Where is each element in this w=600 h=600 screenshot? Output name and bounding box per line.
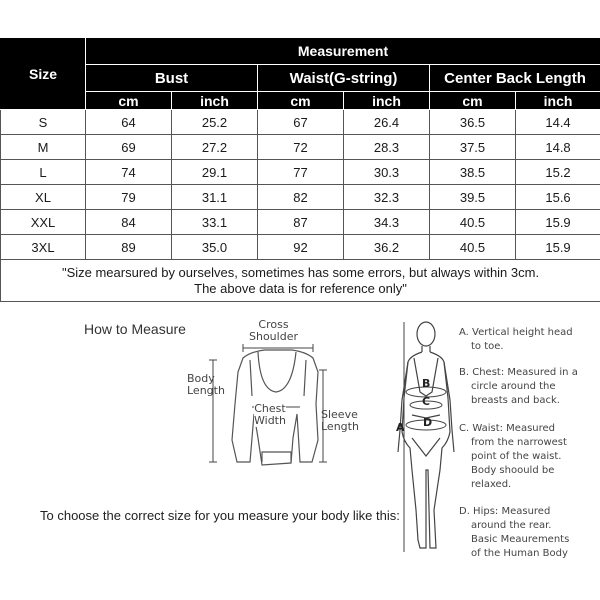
table-cell: 79 xyxy=(86,185,172,210)
unit-header: cm xyxy=(86,92,172,110)
note-line: to toe. xyxy=(471,341,504,352)
table-cell: 15.9 xyxy=(516,235,600,260)
table-cell: 15.2 xyxy=(516,160,600,185)
unit-header: inch xyxy=(172,92,258,110)
table-cell: 30.3 xyxy=(344,160,430,185)
table-cell: 34.3 xyxy=(344,210,430,235)
table-cell: 36.2 xyxy=(344,235,430,260)
note-line: B. Chest: Measured in a xyxy=(459,367,578,378)
table-cell: 29.1 xyxy=(172,160,258,185)
measure-instruction: To choose the correct size for you measure your body like this: xyxy=(40,508,400,523)
table-cell: 28.3 xyxy=(344,135,430,160)
marker-d: D xyxy=(423,416,433,429)
marker-b: B xyxy=(422,377,431,390)
bust-header: Bust xyxy=(86,65,258,92)
note-line: A. Vertical height head xyxy=(459,327,573,338)
table-cell: 40.5 xyxy=(430,210,516,235)
table-cell: 36.5 xyxy=(430,110,516,135)
table-cell: 35.0 xyxy=(172,235,258,260)
table-cell: 33.1 xyxy=(172,210,258,235)
label-line: Length xyxy=(187,384,225,397)
table-cell: 15.6 xyxy=(516,185,600,210)
note-line: The above data is for reference only" xyxy=(194,280,407,296)
note-line: relaxed. xyxy=(471,479,512,490)
size-cell: XL xyxy=(1,185,86,210)
marker-a: A xyxy=(396,421,405,434)
table-cell: 15.9 xyxy=(516,210,600,235)
label-line: Body xyxy=(187,372,215,385)
note-line: Body shoould be xyxy=(471,465,555,476)
measurement-header: Measurement xyxy=(86,38,600,65)
size-cell: 3XL xyxy=(1,235,86,260)
note-b xyxy=(459,366,578,408)
size-cell: XXL xyxy=(1,210,86,235)
size-column-header: Size xyxy=(1,38,86,110)
table-cell: 27.2 xyxy=(172,135,258,160)
table-cell: 39.5 xyxy=(430,185,516,210)
table-cell: 38.5 xyxy=(430,160,516,185)
table-cell: 32.3 xyxy=(344,185,430,210)
table-cell: 72 xyxy=(258,135,344,160)
note-line: point of the waist. xyxy=(471,451,562,462)
note-line: breasts and back. xyxy=(471,395,560,406)
marker-c: C xyxy=(422,395,431,408)
table-cell: 74 xyxy=(86,160,172,185)
table-cell: 25.2 xyxy=(172,110,258,135)
label-line: Sleeve xyxy=(321,408,358,421)
note-d xyxy=(459,505,569,561)
table-cell: 84 xyxy=(86,210,172,235)
unit-header: inch xyxy=(344,92,430,110)
unit-header: cm xyxy=(258,92,344,110)
label-line: Width xyxy=(254,414,286,427)
table-cell: 14.4 xyxy=(516,110,600,135)
size-cell: S xyxy=(1,110,86,135)
size-cell: M xyxy=(1,135,86,160)
label-line: Chest xyxy=(254,402,286,415)
table-cell: 89 xyxy=(86,235,172,260)
note-a xyxy=(459,326,573,354)
note-c xyxy=(459,422,567,492)
unit-header: cm xyxy=(430,92,516,110)
table-cell: 64 xyxy=(86,110,172,135)
table-cell: 92 xyxy=(258,235,344,260)
waist-header: Waist(G-string) xyxy=(258,65,430,92)
note-line: circle around the xyxy=(471,381,556,392)
size-cell: L xyxy=(1,160,86,185)
table-cell: 67 xyxy=(258,110,344,135)
note-line: D. Hips: Measured xyxy=(459,506,551,517)
table-cell: 87 xyxy=(258,210,344,235)
label-line: Shoulder xyxy=(249,330,298,343)
note-line: from the narrowest xyxy=(471,437,567,448)
center-back-length-header: Center Back Length xyxy=(430,65,600,92)
note-line: of the Human Body xyxy=(471,548,568,559)
table-cell: 37.5 xyxy=(430,135,516,160)
table-cell: 31.1 xyxy=(172,185,258,210)
note-line: "Size mearsured by ourselves, sometimes has some errors, but always within 3cm. xyxy=(61,264,540,280)
label-line: Cross xyxy=(258,318,289,331)
table-cell: 69 xyxy=(86,135,172,160)
table-cell: 82 xyxy=(258,185,344,210)
note-line: Basic Meaurements xyxy=(471,534,570,545)
note-line: around the rear. xyxy=(471,520,552,531)
table-cell: 40.5 xyxy=(430,235,516,260)
label-line: Length xyxy=(321,420,359,433)
table-cell: 77 xyxy=(258,160,344,185)
table-cell: 26.4 xyxy=(344,110,430,135)
note-line: C. Waist: Measured xyxy=(459,423,556,434)
unit-header: inch xyxy=(516,92,600,110)
table-cell: 14.8 xyxy=(516,135,600,160)
how-to-measure-title: How to Measure xyxy=(84,321,186,337)
